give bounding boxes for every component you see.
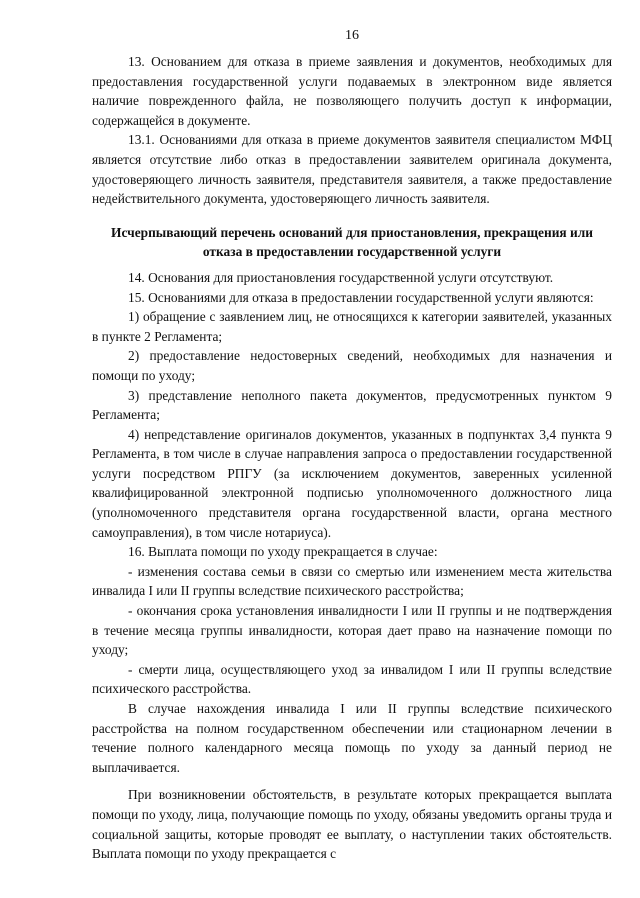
section-heading: Исчерпывающий перечень оснований для приостановления, прекращения или отказа в предоставлении государственной услуги (111, 224, 593, 260)
paragraph-13-1: 13.1. Основаниями для отказа в приеме документов заявителя специалистом МФЦ является отсутствие либо отказ в предоставлении заявителем оригинала документа, удостоверяющего личность заявителя, представителя заявителя, а также предоставление недействительного документа, удостоверяющего личность заявителя. (92, 132, 612, 207)
paragraph-circumstances: При возникновении обстоятельств, в результате которых прекращается выплата помощи по уходу, лица, получающие помощь по уходу, обязаны уведомить органы труда и социальной защиты, которые проводят ее выплату, о наступлении таких обстоятельств. Выплата помощи по уходу прекращается с (92, 787, 612, 862)
list-item-15-3: 3) представление неполного пакета документов, предусмотренных пунктом 9 Регламента; (92, 387, 612, 423)
list-item-16-c: - смерти лица, осуществляющего уход за инвалидом I или II группы вследствие психического расстройства. (92, 661, 612, 697)
list-item-15-1: 1) обращение с заявлением лиц, не относящихся к категории заявителей, указанных в пункте 2 Регламента; (92, 309, 612, 344)
paragraph-16: 16. Выплата помощи по уходу прекращается в случае: (128, 544, 438, 560)
page-number: 16 (345, 28, 359, 43)
paragraph-13: 13. Основанием для отказа в приеме заявления и документов, необходимых для предоставления государственной услуги подаваемых в электронном виде является наличие поврежденного файла, не позволяющего получить доступ к информации, содержащейся в документе. (92, 54, 612, 128)
document-page (92, 26, 612, 864)
list-item-15-4: 4) непредставление оригиналов документов, указанных в подпунктах 3,4 пункта 9 Регламента, в том числе в случае направления запроса о предоставлении государственной услуги посредством РПГУ (за исключением документов, заверенных усиленной квалифицированной электронной подписью уполномоченного должностного лица (уполномоченного представителя органа государственной власти, органа местного самоуправления), в том числе нотариуса). (92, 426, 612, 540)
paragraph-gap (92, 777, 612, 785)
list-item-16-b: - окончания срока установления инвалидности I или II группы и не подтверждения в течение месяца группы инвалидности, которая дает право на назначение помощи по уходу; (92, 603, 612, 658)
list-item-15-2: 2) предоставление недостоверных сведений, необходимых для назначения и помощи по уходу; (92, 348, 612, 383)
paragraph-14: 14. Основания для приостановления государственной услуги отсутствуют. (128, 269, 554, 285)
list-item-16-a: - изменения состава семьи в связи со смертью или изменением места жительства инвалида I или II группы вследствие психического расстройства; (92, 563, 612, 599)
paragraph-hospital-case: В случае нахождения инвалида I или II группы вследствие психического расстройства на полном государственном обеспечении или стационарном лечении в течение полного календарного месяца помощь по уходу за данный период не выплачивается. (92, 701, 612, 775)
paragraph-15: 15. Основаниями для отказа в предоставлении государственной услуги являются: (128, 289, 594, 305)
